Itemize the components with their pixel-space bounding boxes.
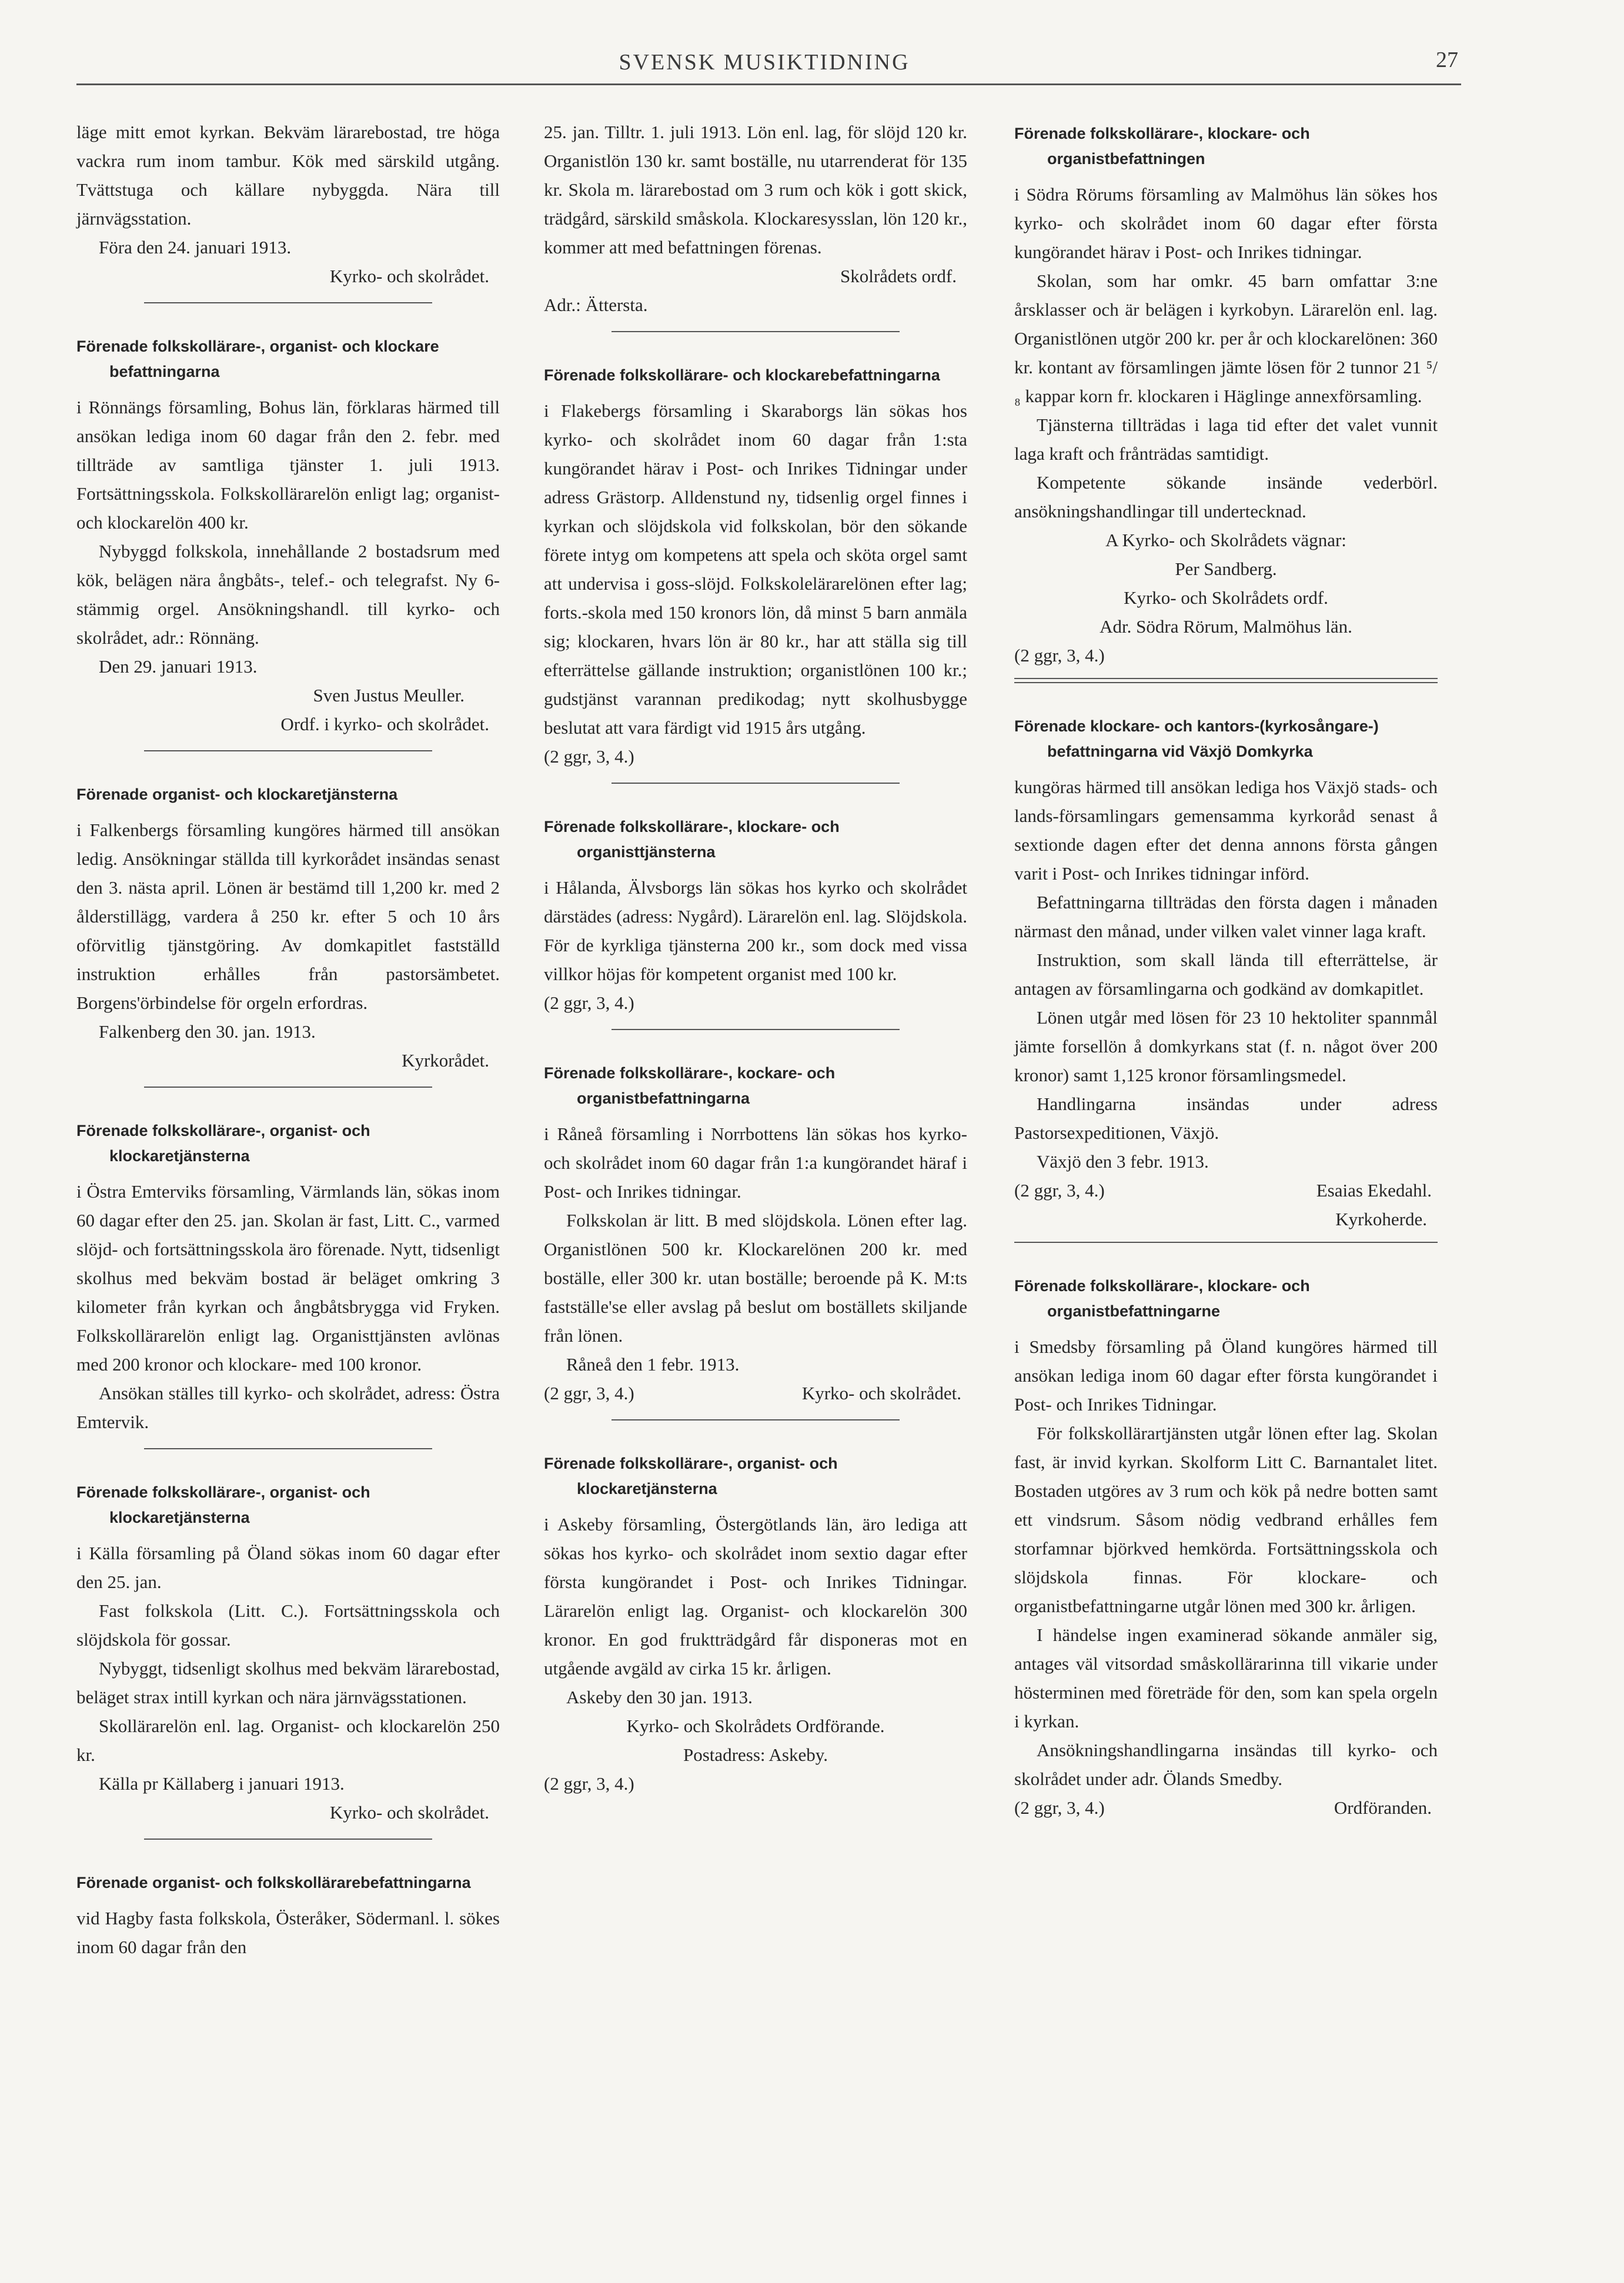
ad-text: Folkskolan är litt. B med slöjdskola. Lönen efter lag. Organistlönen 500 kr. Klockarelönen 200 kr. med boställe, eller 300 kr. utan boställe; beroende på K. M:ts fastställe'se eller avslag på beslut om boställets skiljande från lönen. <box>544 1210 967 1346</box>
ad-text: 25. jan. Tilltr. 1. juli 1913. Lön enl. lag, för slöjd 120 kr. Organistlön 130 kr. samt boställe, nu utarrenderat för 135 kr. Skola m. lärarebostad om 3 rum och kök i gott skick, trädgård, särskild småskola. Klockaresysslan, lön 120 kr., kommer att med befattningen förenas. <box>544 122 967 258</box>
ad-text: i Södra Rörums församling av Malmöhus län sökes hos kyrko- och skolrådet inom 60 dagar efter första kungörandet härav i Post- och Inrikes tidningar. <box>1014 184 1438 262</box>
ad-heading: Förenade folkskollärare-, klockare- och organistbefattningen <box>1014 125 1310 168</box>
ad-text: i Falkenbergs församling kungöres härmed till ansökan ledig. Ansökningar ställda till kyrkorådet insändas senast den 3. nästa april. Lönen är bestämd till 1,200 kr. med 2 ålderstillägg, vardera å 250 kr. efter 5 och 10 års oförvitlig tjänstgöring. Av domkapitlet fastställd instruktion erhålles från pastorsämbetet. Borgens'örbindelse för orgeln erfordras. <box>76 820 500 1013</box>
divider <box>611 783 900 784</box>
ad-date: Askeby den 30 jan. 1913. <box>566 1687 753 1707</box>
ad-footer <box>544 1379 967 1408</box>
ad-run-count: (2 ggr, 3, 4.) <box>544 1773 634 1794</box>
divider <box>144 1448 432 1449</box>
ad-text: Handlingarna insändas under adress Pastorsexpeditionen, Växjö. <box>1014 1094 1438 1143</box>
ad-heading: Förenade organist- och klockaretjänsterna <box>76 785 398 803</box>
ad-run-count: (2 ggr, 3, 4.) <box>544 992 634 1013</box>
ad-heading: Förenade folkskollärare-, organist- och klockaretjänsterna <box>544 1455 838 1498</box>
ad-text: Ansökningshandlingarna insändas till kyrko- och skolrådet under adr. Ölands Smedby. <box>1014 1740 1438 1789</box>
divider <box>611 331 900 332</box>
ad-text: Lönen utgår med lösen för 23 10 hektoliter spannmål jämte forsellön å domkyrkans stat (f. n. något över 200 kronor) samt 1,125 kronor församlingsmedel. <box>1014 1007 1438 1085</box>
ad-text: Tjänsterna tillträdas i laga tid efter det valet vunnit laga kraft och frånträdas samtidigt. <box>1014 415 1438 464</box>
column-2 <box>544 118 967 1798</box>
ad-run-count: (2 ggr, 3, 4.) <box>1014 1797 1105 1818</box>
ad-heading: Förenade klockare- och kantors-(kyrkosångare-) befattningarna vid Växjö Domkyrka <box>1014 717 1379 760</box>
column-3 <box>1014 118 1438 1822</box>
column-1 <box>76 118 500 1961</box>
ad-text: Instruktion, som skall lända till efterrättelse, är antagen av församlingarna och godkänd av domkapitlet. <box>1014 950 1438 999</box>
ad-text: vid Hagby fasta folkskola, Österåker, Södermanl. l. sökes inom 60 dagar från den <box>76 1908 500 1957</box>
divider <box>144 750 432 751</box>
ad-text: i Östra Emterviks församling, Värmlands län, sökas inom 60 dagar efter den 25. jan. Skolan är fast, Litt. C., varmed slöjd- och fortsättningsskola äro förenade. Nytt, tidsenligt skolhus med bekväm bostad är beläget omkring 3 kilometer från kyrkan och ångbåtsbrygga vid Fryken. Folkskollärarelön enligt lag. Organisttjänsten avlönas med 200 kronor och klockare- med 100 kronor. <box>76 1181 500 1375</box>
ad-text: läge mitt emot kyrkan. Bekväm lärarebostad, tre höga vackra rum inom tambur. Kök med särskild utgång. Tvättstuga och källare nybyggda. Nära till järnvägsstation. <box>76 122 500 229</box>
ad-text: I händelse ingen examinerad sökande anmäler sig, antages väl vitsordad småskollärarinna till vikarie under hösterminen med företräde för den, som kan spela orgeln i kyrkan. <box>1014 1624 1438 1732</box>
divider <box>1014 1242 1438 1243</box>
divider <box>1014 678 1438 683</box>
ad-text: Nybyggd folkskola, innehållande 2 bostadsrum med kök, belägen nära ångbåts-, telef.- och telegrafst. Ny 6-stämmig orgel. Ansökningshandl. till kyrko- och skolrådet, adr.: Rönnäng. <box>76 541 500 648</box>
divider <box>144 302 432 303</box>
ad-footer <box>1014 1176 1438 1205</box>
ad-heading: Förenade folkskollärare-, kockare- och organistbefattningarna <box>544 1064 836 1107</box>
ad-signature: Per Sandberg. <box>1175 559 1277 579</box>
ad-address: Adr.: Ättersta. <box>544 295 648 315</box>
ad-text: i Rönnängs församling, Bohus län, förklaras härmed till ansökan lediga inom 60 dagar från den 2. febr. med tillträde av samtliga tjänster 1. juli 1913. Fortsättningsskola. Folkskollärarelön enligt lag; organist- och klockarelön 400 kr. <box>76 397 500 533</box>
divider <box>611 1419 900 1420</box>
ad-signature: Ordföranden. <box>1334 1797 1432 1818</box>
ad-run-count: (2 ggr, 3, 4.) <box>544 746 634 767</box>
ad-text: i Råneå församling i Norrbottens län sökas hos kyrko- och skolrådet inom 60 dagar från 1:a kungörandet häraf i Post- och Inrikes tidningar. <box>544 1124 967 1202</box>
ad-date: Växjö den 3 febr. 1913. <box>1037 1151 1209 1172</box>
ad-signature: Sven Justus Meuller. <box>313 685 465 706</box>
ad-heading: Förenade folkskollärare-, klockare- och organisttjänsterna <box>544 818 840 861</box>
ad-date: Föra den 24. januari 1913. <box>99 237 292 258</box>
ad-date: Den 29. januari 1913. <box>99 656 258 677</box>
ad-date: Källa pr Källaberg i januari 1913. <box>99 1773 345 1794</box>
ad-date: Råneå den 1 febr. 1913. <box>566 1354 740 1375</box>
ad-signature: Kyrko- och skolrådet. <box>329 1802 489 1823</box>
ad-signature: Kyrko- och Skolrådets Ordförande. <box>626 1716 885 1736</box>
ad-signature: Kyrko- och Skolrådets ordf. <box>1124 587 1328 608</box>
divider <box>611 1029 900 1030</box>
ad-signature: Kyrko- och skolrådet. <box>329 266 489 286</box>
divider <box>144 1839 432 1840</box>
ad-address: Postadress: Askeby. <box>683 1744 828 1765</box>
ad-text: Skolan, som har omkr. 45 barn omfattar 3:ne årsklasser och är belägen i kyrkobyn. Lärarelön enl. lag. Organistlönen utgör 200 kr. per år och klockarelönen: 360 kr. kontant av församlingen jämte lösen för 2 tunnor 21 ⁵/₈ kappar korn fr. klockaren i Häglinge annexförsamling. <box>1014 270 1438 406</box>
ad-heading: Förenade organist- och folkskollärarebefattningarna <box>76 1874 471 1891</box>
header-rule <box>76 83 1461 85</box>
ad-text: i Flakebergs församling i Skaraborgs län sökas hos kyrko- och skolrådet inom 60 dagar från 1:sta kungörandet härav i Post- och Inrikes Tidningar under adress Grästorp. Alldenstund ny, tidsenlig orgel finnes i kyrkan och slöjdskola vid folkskolan, bör den sökande förete intyg om kompetens att spela och sköta orgel samt att undervisa i goss-slöjd. Folkskolelärarelönen efter lag; forts.-skola med 150 kronors lön, då minst 5 barn anmäla sig; klockaren, hvars lön är 80 kr., har att ställa sig till efterrättelse gällande instruktion; organistlönen 100 kr.; gudstjänst varannan predikodag; nytt skolhusbygge beslutat att vara färdigt vid 1915 års utgång. <box>544 400 967 738</box>
ad-address: Adr. Södra Rörum, Malmöhus län. <box>1100 616 1352 637</box>
ad-signature: Kyrkorådet. <box>402 1050 489 1071</box>
ad-signature: Kyrko- och skolrådet. <box>801 1383 961 1403</box>
page-header-title: SVENSK MUSIKTIDNING <box>619 50 910 75</box>
ad-text: För folkskollärartjänsten utgår lönen efter lag. Skolan fast, är invid kyrkan. Skolform Litt C. Barnantalet litet. Bostaden utgöres av 3 rum och kök på nedre botten samt ett vindsrum. Såsom nödig vedbrand erhålles fem storfamnar björkved hemkörda. Fortsättningsskola och slöjdskola finnas. För klockare- och organistbefattningarne utgår lönen med 300 kr. årligen. <box>1014 1423 1438 1616</box>
ad-signature: Skolrådets ordf. <box>840 266 957 286</box>
ad-run-count: (2 ggr, 3, 4.) <box>1014 1180 1105 1201</box>
ad-text: Nybyggt, tidsenligt skolhus med bekväm lärarebostad, beläget strax intill kyrkan och nära järnvägsstationen. <box>76 1658 500 1707</box>
divider <box>144 1087 432 1088</box>
ad-text: i Askeby församling, Östergötlands län, äro lediga att sökas hos kyrko- och skolrådet inom sextio dagar efter första kungörandet i Post- och Inrikes Tidningar. Lärarelön enligt lag. Organist- och klockarelön 300 kronor. En god fruktträdgård får disponeras mot en utgående avgäld av cirka 15 kr. årligen. <box>544 1514 967 1679</box>
ad-signature: Ordf. i kyrko- och skolrådet. <box>280 714 489 734</box>
ad-heading: Förenade folkskollärare-, organist- och klockaretjänsterna <box>76 1483 370 1526</box>
ad-date: Falkenberg den 30. jan. 1913. <box>99 1021 316 1042</box>
ad-text: i Källa församling på Öland sökas inom 60 dagar efter den 25. jan. <box>76 1543 500 1592</box>
ad-text: Ansökan ställes till kyrko- och skolrådet, adress: Östra Emtervik. <box>76 1383 500 1432</box>
ad-text: Kompetente sökande insände vederbörl. ansökningshandlingar till undertecknad. <box>1014 472 1438 522</box>
ad-run-count: (2 ggr, 3, 4.) <box>1014 645 1105 666</box>
ad-text: kungöras härmed till ansökan lediga hos Växjö stads- och lands-församlingars gemensamma kyrkoråd senast å sextionde dagen efter det denna annons första gången varit i Post- och Inrikes tidningar införd. <box>1014 777 1438 884</box>
ad-text: Befattningarna tillträdas den första dagen i månaden närmast den månad, under vilken valet vinner laga kraft. <box>1014 892 1438 941</box>
ad-heading: Förenade folkskollärare-, organist- och klockaretjänsterna <box>76 1122 370 1165</box>
ad-run-count: (2 ggr, 3, 4.) <box>544 1383 634 1403</box>
page-number: 27 <box>1436 48 1458 72</box>
ad-footer <box>1014 1793 1438 1822</box>
ad-heading: Förenade folkskollärare- och klockarebefattningarna <box>544 366 940 384</box>
ad-text: i Smedsby församling på Öland kungöres härmed till ansökan lediga inom 60 dagar efter första kungörandet i Post- och Inrikes Tidningar. <box>1014 1336 1438 1415</box>
ad-heading: Förenade folkskollärare-, klockare- och organistbefattningarne <box>1014 1277 1310 1320</box>
ad-heading: Förenade folkskollärare-, organist- och klockare befattningarna <box>76 337 439 380</box>
ad-text: i Hålanda, Älvsborgs län sökas hos kyrko och skolrådet därstädes (adress: Nygård). Lärarelön enl. lag. Slöjdskola. För de kyrkliga tjänsterna 200 kr., som dock med vissa villkor höjas för kompetent organist med 100 kr. <box>544 877 967 984</box>
ad-signature: A Kyrko- och Skolrådets vägnar: <box>1105 530 1346 550</box>
ad-signature: Kyrkoherde. <box>1335 1209 1427 1229</box>
ad-text: Fast folkskola (Litt. C.). Fortsättningsskola och slöjdskola för gossar. <box>76 1600 500 1650</box>
ad-text: Skollärarelön enl. lag. Organist- och klockarelön 250 kr. <box>76 1716 500 1765</box>
ad-signature: Esaias Ekedahl. <box>1316 1180 1432 1201</box>
